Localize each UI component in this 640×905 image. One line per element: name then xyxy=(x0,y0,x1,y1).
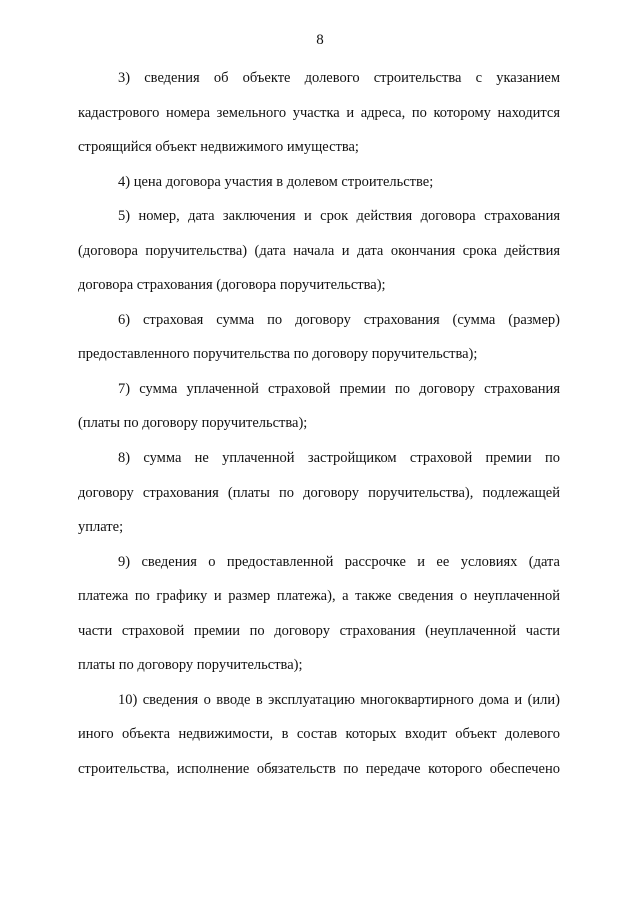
text-line: 9) сведения о предоставленной рассрочке и ее условиях (дата xyxy=(118,554,560,570)
text-line: 5) номер, дата заключения и срок действия договора страхования xyxy=(118,208,560,224)
text-line: строящийся объект недвижимого имущества; xyxy=(78,139,359,155)
text-line: договору страхования (платы по договору поручительства), подлежащей xyxy=(78,485,560,501)
text-line: 3) сведения об объекте долевого строительства с указанием xyxy=(118,70,560,86)
text-line: (платы по договору поручительства); xyxy=(78,415,308,431)
text-line: части страховой премии по договору страхования (неуплаченной части xyxy=(78,623,560,639)
page-number: 8 xyxy=(316,32,324,48)
text-line: 4) цена договора участия в долевом строительстве; xyxy=(118,174,434,190)
text-line: (договора поручительства) (дата начала и дата окончания срока действия xyxy=(78,243,560,259)
text-line: предоставленного поручительства по договору поручительства); xyxy=(78,346,478,362)
text-line: 10) сведения о вводе в эксплуатацию многоквартирного дома и (или) xyxy=(118,692,560,708)
text-line: договора страхования (договора поручительства); xyxy=(78,277,386,293)
text-line: 8) сумма не уплаченной застройщиком страховой премии по xyxy=(118,450,560,466)
text-line: иного объекта недвижимости, в состав которых входит объект долевого xyxy=(78,726,560,742)
text-line: платежа по графику и размер платежа), а также сведения о неуплаченной xyxy=(78,588,560,604)
text-line: уплате; xyxy=(78,519,124,535)
text-line: строительства, исполнение обязательств по передаче которого обеспечено xyxy=(78,761,560,777)
text-line: кадастрового номера земельного участка и адреса, по которому находится xyxy=(78,105,560,121)
text-line: 7) сумма уплаченной страховой премии по договору страхования xyxy=(118,381,560,397)
text-line: 6) страховая сумма по договору страхования (сумма (размер) xyxy=(118,312,560,328)
text-line: платы по договору поручительства); xyxy=(78,657,303,673)
